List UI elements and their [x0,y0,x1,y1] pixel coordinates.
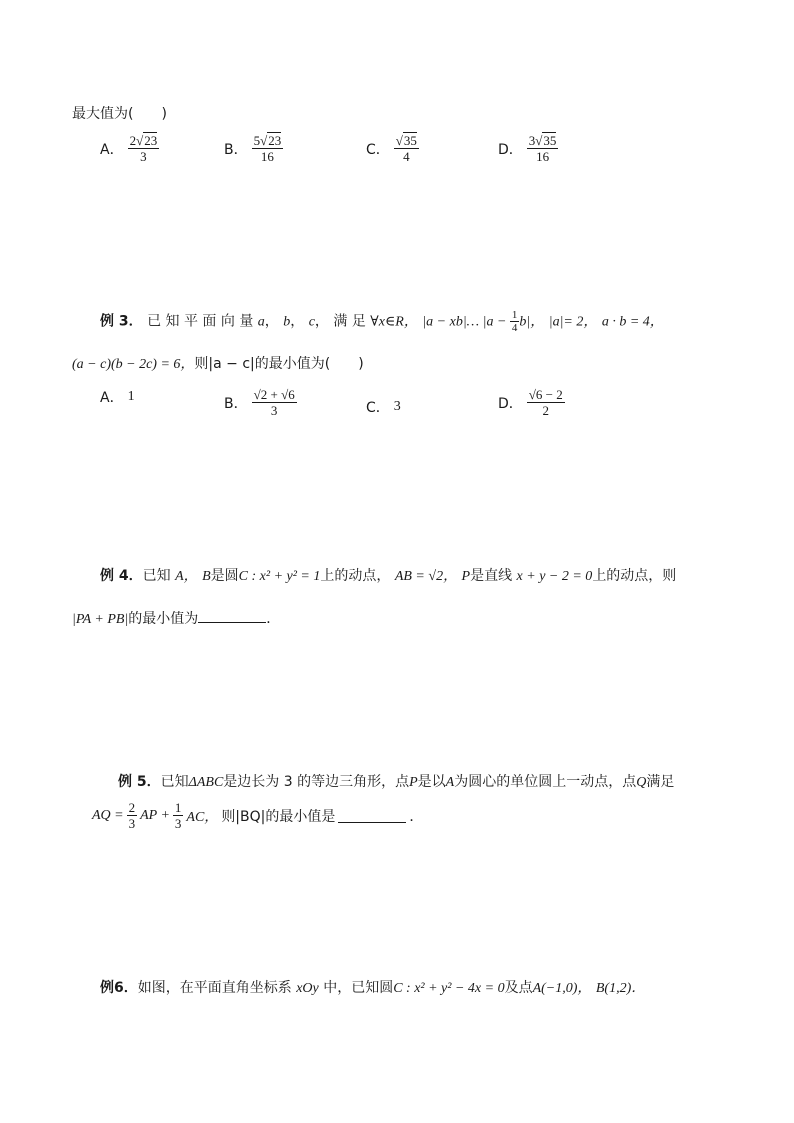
fraction: $\frac{√35}{4}$ [395,133,417,164]
q2-option-b[interactable] [224,133,283,164]
option-letter: D． [498,141,523,158]
option-letter: A． [100,141,124,158]
q3-label: 例 3． [100,313,143,330]
q6-label: 例6． [100,980,138,996]
q3-option-c[interactable]: C． 3 [366,399,401,416]
option-letter: C． [366,141,390,158]
fraction: $\frac{√2 + √6}{3}$ [253,387,295,418]
q4-line2: |PA + PB|的最小值为 ． [72,608,280,628]
q4-line1: 例 4．已知 A， B是圆C : x² + y² = 1上的动点， AB = √2， P是直线 x + y − 2 = 0上的动点，则 [100,568,677,584]
option-letter: A． [100,390,124,406]
q3-option-b[interactable] [224,387,297,418]
option-letter: C． [366,400,390,416]
q5-label: 例 5． [118,774,161,790]
fraction: $\frac{5√23}{16}$ [253,133,282,164]
q6-line1: 例6．如图，在平面直角坐标系 xOy 中，已知圆C : x² + y² − 4x = 0及点A(−1,0)， B(1,2)． [100,980,646,996]
q5-line1: 例 5．已知ΔABC是边长为 3 的等边三角形，点P是以A为圆心的单位圆上一动点，点Q满足 [118,774,675,790]
option-letter: D． [498,395,523,412]
option-letter: B． [224,141,248,158]
answer-blank[interactable] [338,808,406,823]
q4-label: 例 4． [100,568,143,584]
answer-blank[interactable] [198,608,266,623]
fraction: $\frac{3√35}{16}$ [528,133,557,164]
fraction: $\frac{√6 - 2}{2}$ [528,387,563,418]
option-letter: B． [224,395,248,412]
q2-tail-text: 最大值为( ) [72,106,167,122]
q2-option-a[interactable] [100,133,159,164]
q3-option-a[interactable]: A． 1 [100,389,135,406]
q2-option-c[interactable] [366,133,419,164]
q3-line1: 例 3． 已 知 平 面 向 量 a， b， c， 满 足 ∀x∈R， |a − xb|… |a − $\frac{1}{4}$ b|， |a|= 2， a · b = 4， [100,309,664,334]
q3-option-d[interactable] [498,387,565,418]
q5-line2: AQ = $\frac{2}{3}$ AP + $\frac{1}{3}$ AC， 则|BQ|的最小值是 ． [92,800,424,831]
fraction: $\frac{2√23}{3}$ [129,133,158,164]
q3-line2: (a − c)(b − 2c) = 6，则|a − c|的最小值为( ) [72,356,364,372]
q2-option-d[interactable] [498,133,558,164]
